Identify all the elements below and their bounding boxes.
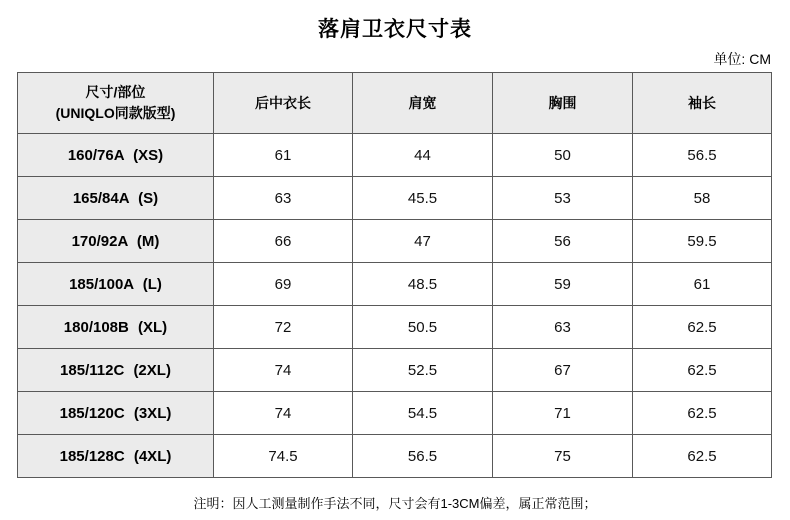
value-cell: 59.5 bbox=[633, 220, 772, 263]
size-cell: 170/92A (M) bbox=[18, 220, 214, 263]
value-cell: 75 bbox=[493, 435, 633, 478]
table-row bbox=[18, 392, 772, 435]
value-cell: 61 bbox=[633, 263, 772, 306]
size-cell: 185/112C (2XL) bbox=[18, 349, 214, 392]
value-cell: 74 bbox=[214, 349, 353, 392]
column-header: 后中衣长 bbox=[214, 73, 353, 134]
size-cell: 160/76A (XS) bbox=[18, 134, 214, 177]
value-cell: 61 bbox=[214, 134, 353, 177]
value-cell: 74 bbox=[214, 392, 353, 435]
value-cell: 63 bbox=[214, 177, 353, 220]
value-cell: 69 bbox=[214, 263, 353, 306]
value-cell: 48.5 bbox=[353, 263, 493, 306]
value-cell: 58 bbox=[633, 177, 772, 220]
value-cell: 44 bbox=[353, 134, 493, 177]
unit-label: 单位: CM bbox=[713, 51, 771, 67]
value-cell: 74.5 bbox=[214, 435, 353, 478]
column-header: 袖长 bbox=[633, 73, 772, 134]
size-cell: 165/84A (S) bbox=[18, 177, 214, 220]
value-cell: 56.5 bbox=[353, 435, 493, 478]
value-cell: 59 bbox=[493, 263, 633, 306]
size-cell: 185/100A (L) bbox=[18, 263, 214, 306]
value-cell: 52.5 bbox=[353, 349, 493, 392]
value-cell: 62.5 bbox=[633, 349, 772, 392]
table-body bbox=[18, 134, 772, 478]
value-cell: 66 bbox=[214, 220, 353, 263]
table-row bbox=[18, 134, 772, 177]
table-row bbox=[18, 220, 772, 263]
value-cell: 62.5 bbox=[633, 306, 772, 349]
value-cell: 72 bbox=[214, 306, 353, 349]
table-row bbox=[18, 349, 772, 392]
size-chart-table bbox=[17, 72, 772, 478]
corner-header-cell bbox=[18, 73, 214, 134]
value-cell: 54.5 bbox=[353, 392, 493, 435]
value-cell: 56.5 bbox=[633, 134, 772, 177]
value-cell: 67 bbox=[493, 349, 633, 392]
value-cell: 62.5 bbox=[633, 435, 772, 478]
table-header-row bbox=[18, 73, 772, 134]
size-cell: 180/108B (XL) bbox=[18, 306, 214, 349]
column-header: 胸围 bbox=[493, 73, 633, 134]
value-cell: 63 bbox=[493, 306, 633, 349]
size-cell: 185/128C (4XL) bbox=[18, 435, 214, 478]
value-cell: 45.5 bbox=[353, 177, 493, 220]
corner-header-line1: 尺寸/部位 bbox=[85, 84, 146, 100]
table-row bbox=[18, 435, 772, 478]
size-cell: 185/120C (3XL) bbox=[18, 392, 214, 435]
value-cell: 56 bbox=[493, 220, 633, 263]
value-cell: 62.5 bbox=[633, 392, 772, 435]
table-row bbox=[18, 177, 772, 220]
column-header: 肩宽 bbox=[353, 73, 493, 134]
page-title: 落肩卫衣尺寸表 bbox=[318, 18, 472, 41]
value-cell: 53 bbox=[493, 177, 633, 220]
note-text: 注明：因人工测量制作手法不同，尺寸会有1-3CM偏差，属正常范围； bbox=[193, 496, 597, 511]
table-row bbox=[18, 263, 772, 306]
value-cell: 47 bbox=[353, 220, 493, 263]
table-row bbox=[18, 306, 772, 349]
value-cell: 50 bbox=[493, 134, 633, 177]
corner-header-line2: (UNIQLO同款版型) bbox=[55, 105, 176, 121]
value-cell: 50.5 bbox=[353, 306, 493, 349]
value-cell: 71 bbox=[493, 392, 633, 435]
